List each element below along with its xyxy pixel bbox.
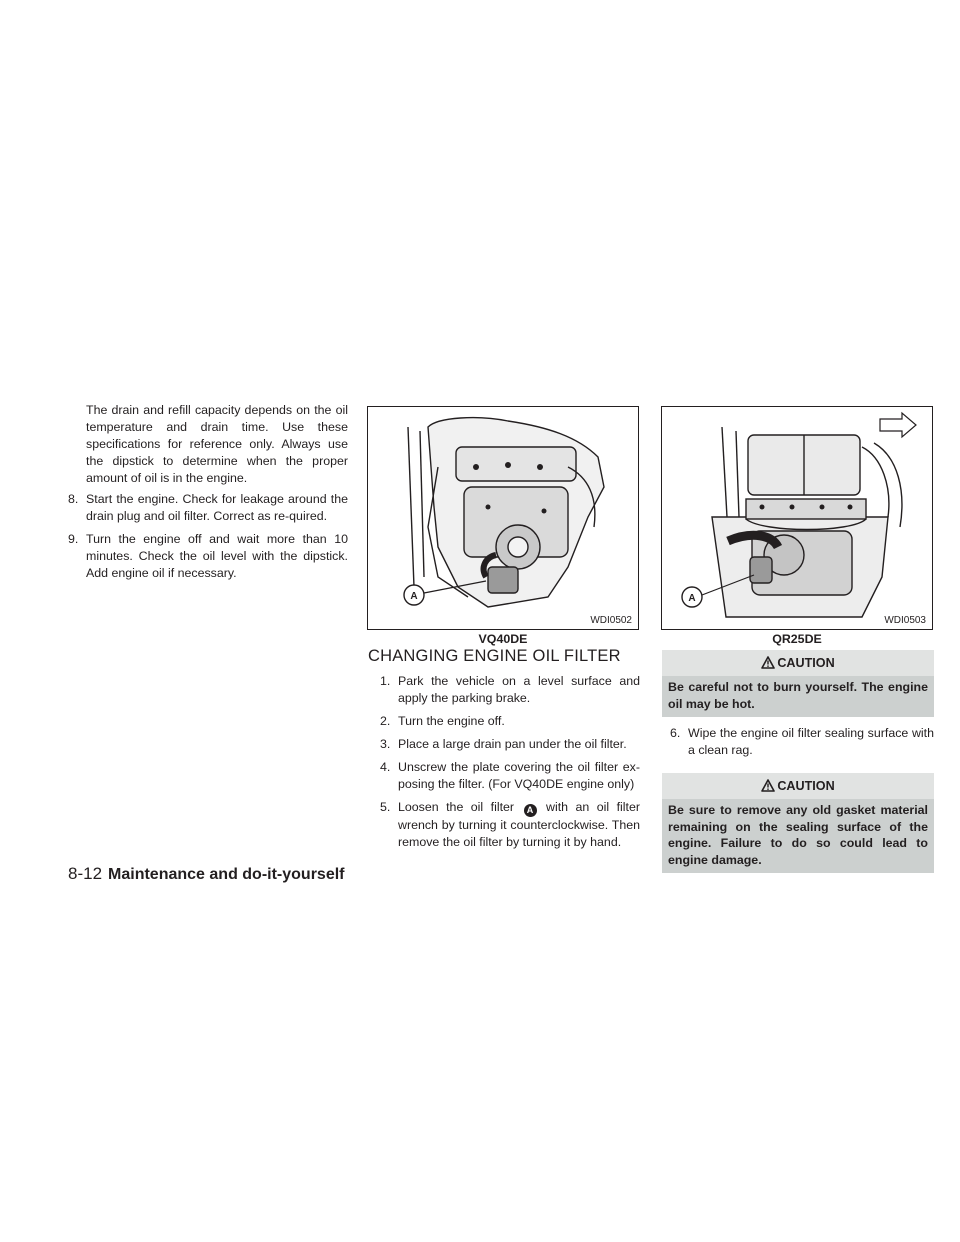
callout-label: A xyxy=(410,591,418,602)
warning-icon xyxy=(761,779,775,792)
left-column xyxy=(68,402,348,582)
engine-illustration xyxy=(662,407,933,630)
caution-text: Be careful not to burn yourself. The engine oil may be hot. xyxy=(662,676,934,717)
figure-code: WDI0503 xyxy=(884,615,926,626)
capacity-note: The drain and refill capacity depends on the oil temperature and drain time. Use these specifications for reference only. Always use the dipstick to determine when the proper amount of oil is in the engine. xyxy=(86,403,348,485)
callout-label: A xyxy=(688,593,696,604)
engine-figure-vq40de xyxy=(367,406,639,630)
step-text: Turn the engine off and wait more than 10 minutes. Check the oil level with the dipstick. Add engine oil if necessary. xyxy=(86,532,348,580)
step-8 xyxy=(68,491,348,525)
step-9 xyxy=(68,531,348,582)
caution-label: CAUTION xyxy=(777,656,835,670)
callout-a-marker: A xyxy=(524,804,537,817)
chapter-title: Maintenance and do-it-yourself xyxy=(108,866,345,883)
caution-box-hot-oil xyxy=(662,650,934,717)
section-title: CHANGING ENGINE OIL FILTER xyxy=(368,647,621,665)
warning-icon xyxy=(761,656,775,669)
step-number: 4. xyxy=(380,760,391,774)
step-text: Unscrew the plate covering the oil filter ex-posing the filter. (For VQ40DE engine only) xyxy=(398,760,640,791)
figure-caption-qr25de: QR25DE xyxy=(772,632,822,646)
step-text: Start the engine. Check for leakage around the drain plug and oil filter. Correct as re-quired. xyxy=(86,492,348,523)
step-number: 6. xyxy=(670,726,681,740)
step-number: 2. xyxy=(380,714,391,728)
step-4 xyxy=(368,759,640,793)
middle-column xyxy=(368,648,640,851)
caution-heading xyxy=(668,777,928,795)
step-2 xyxy=(368,713,640,730)
step-6 xyxy=(662,725,934,759)
page-footer xyxy=(68,864,345,884)
step-text-before: Loosen the oil filter xyxy=(398,800,515,814)
step-number: 9. xyxy=(68,532,79,546)
engine-illustration xyxy=(368,407,639,630)
step-text: Place a large drain pan under the oil filter. xyxy=(398,737,627,751)
step-number: 1. xyxy=(380,674,391,688)
figure-code: WDI0502 xyxy=(590,615,632,626)
step-5 xyxy=(368,799,640,851)
step-text: Wipe the engine oil filter sealing surface with a clean rag. xyxy=(688,726,934,757)
figure-caption-vq40de: VQ40DE xyxy=(478,632,528,646)
caution-text: Be sure to remove any old gasket material remaining on the sealing surface of the engine. Failure to do so could lead to engine damage. xyxy=(662,799,934,873)
step-number: 3. xyxy=(380,737,391,751)
step-number: 8. xyxy=(68,492,79,506)
step-1 xyxy=(368,673,640,707)
step-number: 5. xyxy=(380,800,391,814)
right-column xyxy=(662,650,934,879)
step-text: Park the vehicle on a level surface and apply the parking brake. xyxy=(398,674,640,705)
engine-figure-qr25de xyxy=(661,406,933,630)
caution-heading xyxy=(668,654,928,672)
page-number: 8-12 xyxy=(68,864,103,883)
caution-box-gasket xyxy=(662,773,934,873)
step-text-after: with an oil filter wrench by turning it counterclockwise. Then remove the oil filter by turning it by hand. xyxy=(398,800,640,849)
step-text: Turn the engine off. xyxy=(398,714,505,728)
caution-label: CAUTION xyxy=(777,779,835,793)
step-3 xyxy=(368,736,640,753)
